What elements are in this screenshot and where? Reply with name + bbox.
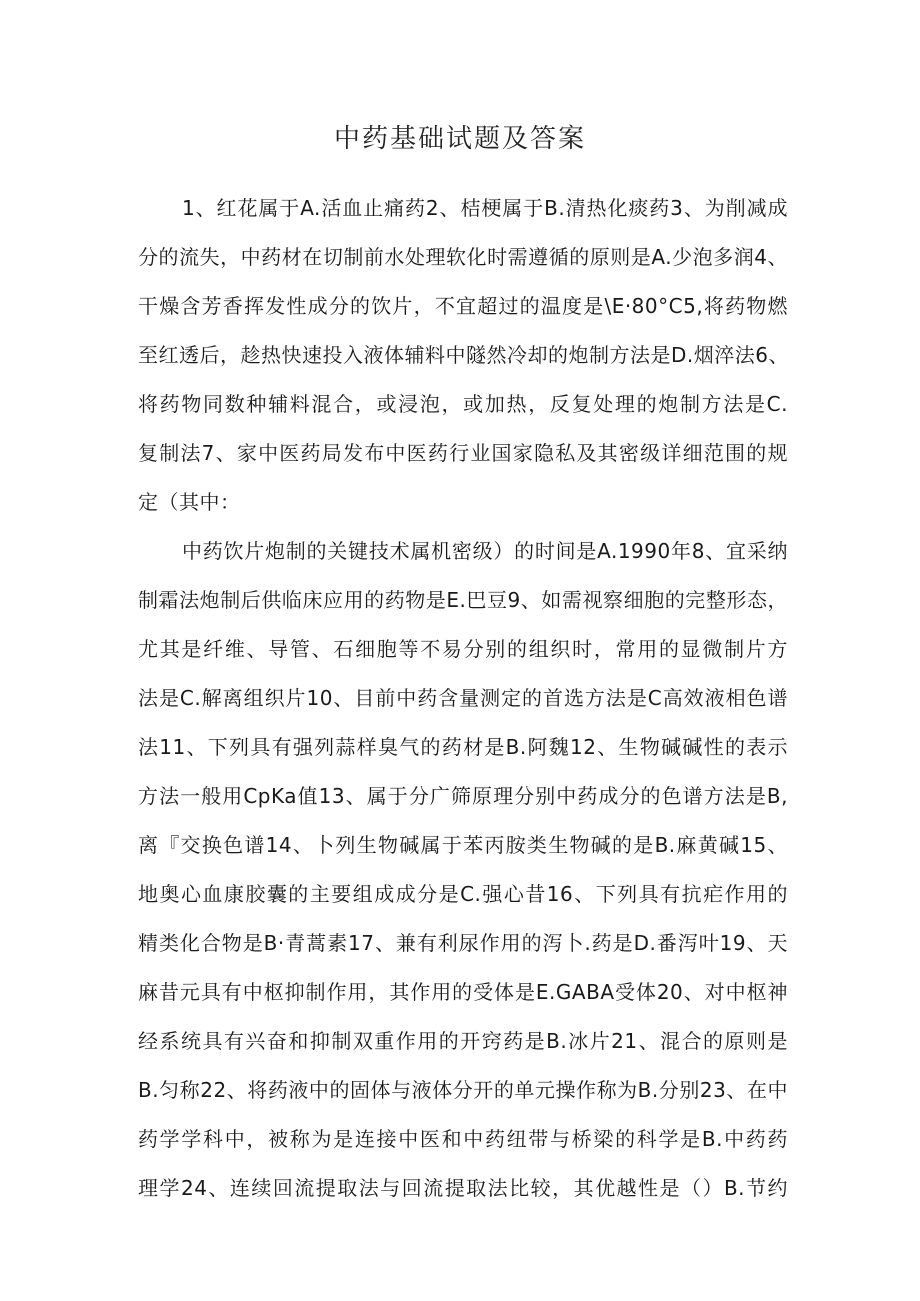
body-line: 经系统具有兴奋和抑制双重作用的开窍药是B.冰片21、混合的原则是	[138, 1029, 788, 1053]
body-line: 理学24、连续回流提取法与回流提取法比较，其优越性是（）B.节约	[138, 1176, 788, 1200]
body-line: 药学学科中，被称为是连接中医和中药纽带与桥梁的科学是B.中药药	[138, 1127, 788, 1151]
body-line: 1、红花属于A.活血止痛药2、桔梗属于B.清热化痰药3、为削减成	[182, 196, 788, 220]
page-title: 中药基础试题及答案	[333, 124, 586, 154]
body-line: 干燥含芳香挥发性成分的饮片，不宜超过的温度是\E·80°C5,将药物燃	[138, 294, 788, 318]
body-line: 法11、下列具有强列蒜样臭气的药材是B.阿魏12、生物碱碱性的表示	[138, 735, 788, 759]
body-line: 离『交换色谱14、卜列生物碱属于苯丙胺类生物碱的是B.麻黄碱15、	[138, 833, 788, 857]
body-line: 尤其是纤维、导管、石细胞等不易分别的组织时，常用的显微制片方	[138, 637, 788, 661]
body-line: 法是C.解离组织片10、目前中药含量测定的首选方法是C高效液相色谱	[138, 686, 788, 710]
body-line: 中药饮片炮制的关键技术属机密级）的时间是A.1990年8、宜采纳	[182, 539, 788, 563]
body-line: 定（其中：	[138, 490, 241, 514]
body-line: 地奥心血康胶囊的主要组成成分是C.强心昔16、下列具有抗疟作用的	[138, 882, 788, 906]
body-line: 至红透后，趁热快速投入液体辅料中隧然冷却的炮制方法是D.烟淬法6、	[138, 343, 789, 367]
body-line: B.匀称22、将药液中的固体与液体分开的单元操作称为B.分别23、在中	[138, 1078, 788, 1102]
body-line: 方法一般用CpKa值13、属于分广筛原理分别中药成分的色谱方法是B,	[138, 784, 788, 808]
body-line: 麻昔元具有中枢抑制作用，其作用的受体是E.GABA受体20、对中枢神	[138, 980, 788, 1004]
body-line: 精类化合物是B·青蒿素17、兼有利尿作用的泻卜.药是D.番泻叶19、天	[138, 931, 788, 955]
body-line: 将药物同数种辅料混合，或浸泡，或加热，反复处理的炮制方法是C.	[138, 392, 788, 416]
body-line: 制霜法炮制后供临床应用的药物是E.巴豆9、如需视察细胞的完整形态，	[138, 588, 788, 612]
body-line: 复制法7、家中医药局发布中医药行业国家隐私及其密级详细范围的规	[138, 441, 788, 465]
body-line: 分的流失，中药材在切制前水处理软化时需遵循的原则是A.少泡多润4、	[138, 245, 788, 269]
document-body	[138, 188, 788, 1217]
